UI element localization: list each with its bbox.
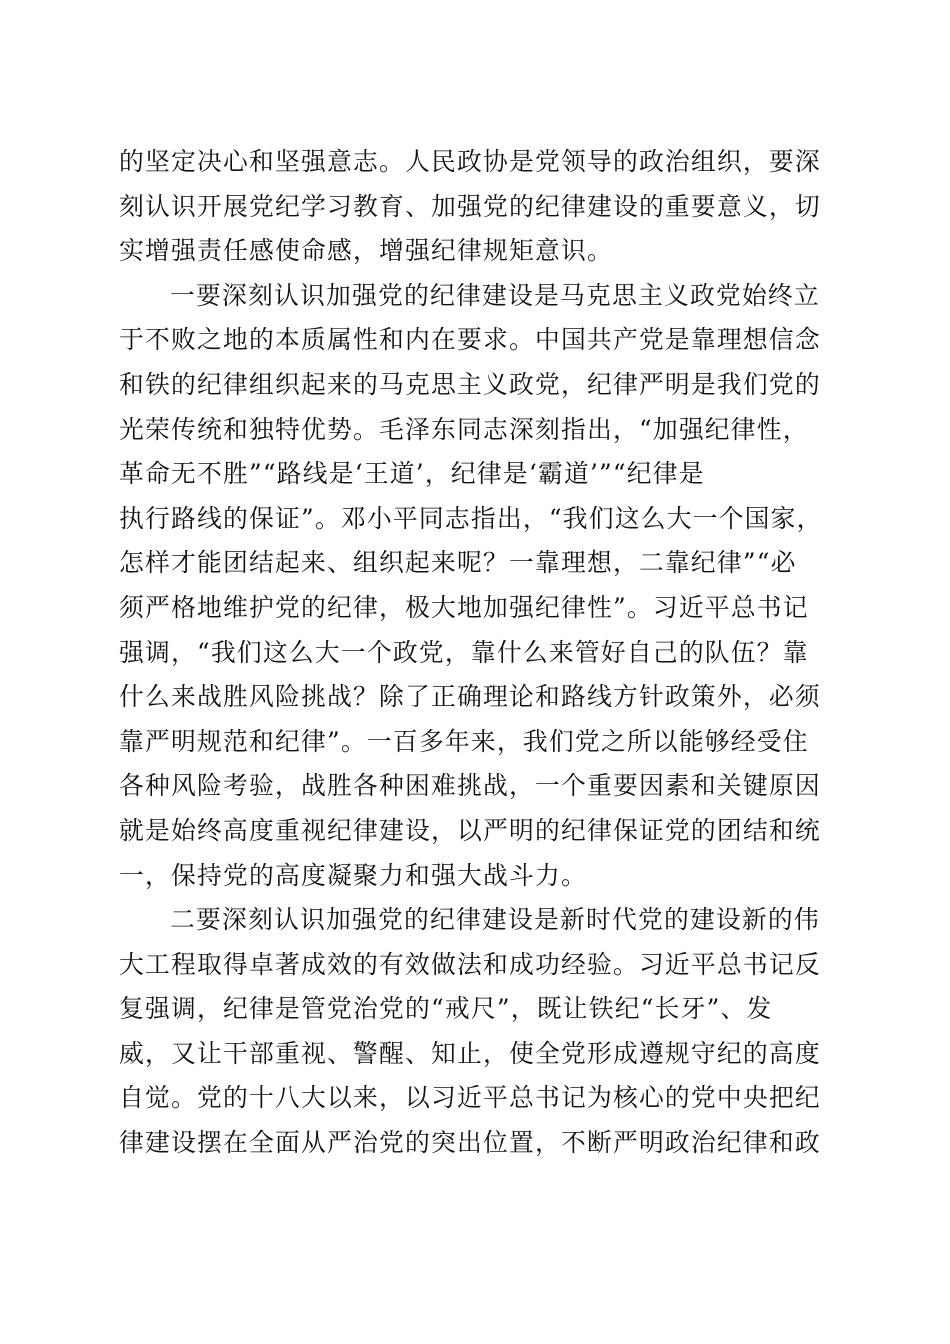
text-line: 于不败之地的本质属性和内在要求。中国共产党是靠理想信念 bbox=[119, 325, 821, 355]
paragraph-3 bbox=[119, 898, 835, 1166]
body-text bbox=[119, 140, 835, 1166]
text-line: 强调，“我们这么大一个政党，靠什么来管好自己的队伍？靠 bbox=[119, 637, 809, 667]
text-line: 就是始终高度重视纪律建设，以严明的纪律保证党的团结和统 bbox=[119, 815, 821, 845]
text-line: 的坚定决心和坚强意志。人民政协是党领导的政治组织，要深 bbox=[119, 147, 821, 176]
text-line: 执行路线的保证”。邓小平同志指出，“我们这么大一个国家， bbox=[119, 503, 823, 533]
text-line: 革命无不胜”“路线是‘王道’，纪律是‘霸道’”“纪律是 bbox=[119, 459, 705, 489]
paragraph-2 bbox=[119, 274, 835, 898]
text-line: 一，保持党的高度凝聚力和强大战斗力。 bbox=[119, 860, 587, 890]
text-line: 刻认识开展党纪学习教育、加强党的纪律建设的重要意义，切 bbox=[119, 191, 821, 221]
text-line: 靠严明规范和纪律”。一百多年来，我们党之所以能够经受住 bbox=[119, 726, 809, 756]
text-line: 威，又让干部重视、警醒、知止，使全党形成遵规守纪的高度 bbox=[119, 1038, 821, 1068]
text-line: 律建设摆在全面从严治党的突出位置，不断严明政治纪律和政 bbox=[119, 1128, 821, 1158]
text-line: 须严格地维护党的纪律，极大地加强纪律性”。习近平总书记 bbox=[119, 592, 809, 622]
text-line: 实增强责任感使命感，增强纪律规矩意识。 bbox=[119, 236, 613, 266]
text-line: 和铁的纪律组织起来的马克思主义政党，纪律严明是我们党的 bbox=[119, 369, 821, 399]
text-line: 光荣传统和独特优势。毛泽东同志深刻指出，“加强纪律性， bbox=[119, 414, 809, 444]
text-line: 什么来战胜风险挑战？除了正确理论和路线方针政策外，必须 bbox=[119, 682, 821, 712]
text-line: 大工程取得卓著成效的有效做法和成功经验。习近平总书记反 bbox=[119, 949, 821, 979]
text-line: 一要深刻认识加强党的纪律建设是马克思主义政党始终立 bbox=[170, 280, 820, 310]
text-line: 复强调，纪律是管党治党的“戒尺”，既让铁纪“长牙”、发 bbox=[119, 994, 773, 1024]
text-line: 各种风险考验，战胜各种困难挑战，一个重要因素和关键原因 bbox=[119, 771, 821, 801]
text-line: 自觉。党的十八大以来，以习近平总书记为核心的党中央把纪 bbox=[119, 1083, 821, 1113]
paragraph-1 bbox=[119, 140, 835, 274]
text-line: 二要深刻认识加强党的纪律建设是新时代党的建设新的伟 bbox=[170, 905, 820, 935]
text-line: 怎样才能团结起来、组织起来呢？一靠理想，二靠纪律”“必 bbox=[119, 548, 797, 578]
